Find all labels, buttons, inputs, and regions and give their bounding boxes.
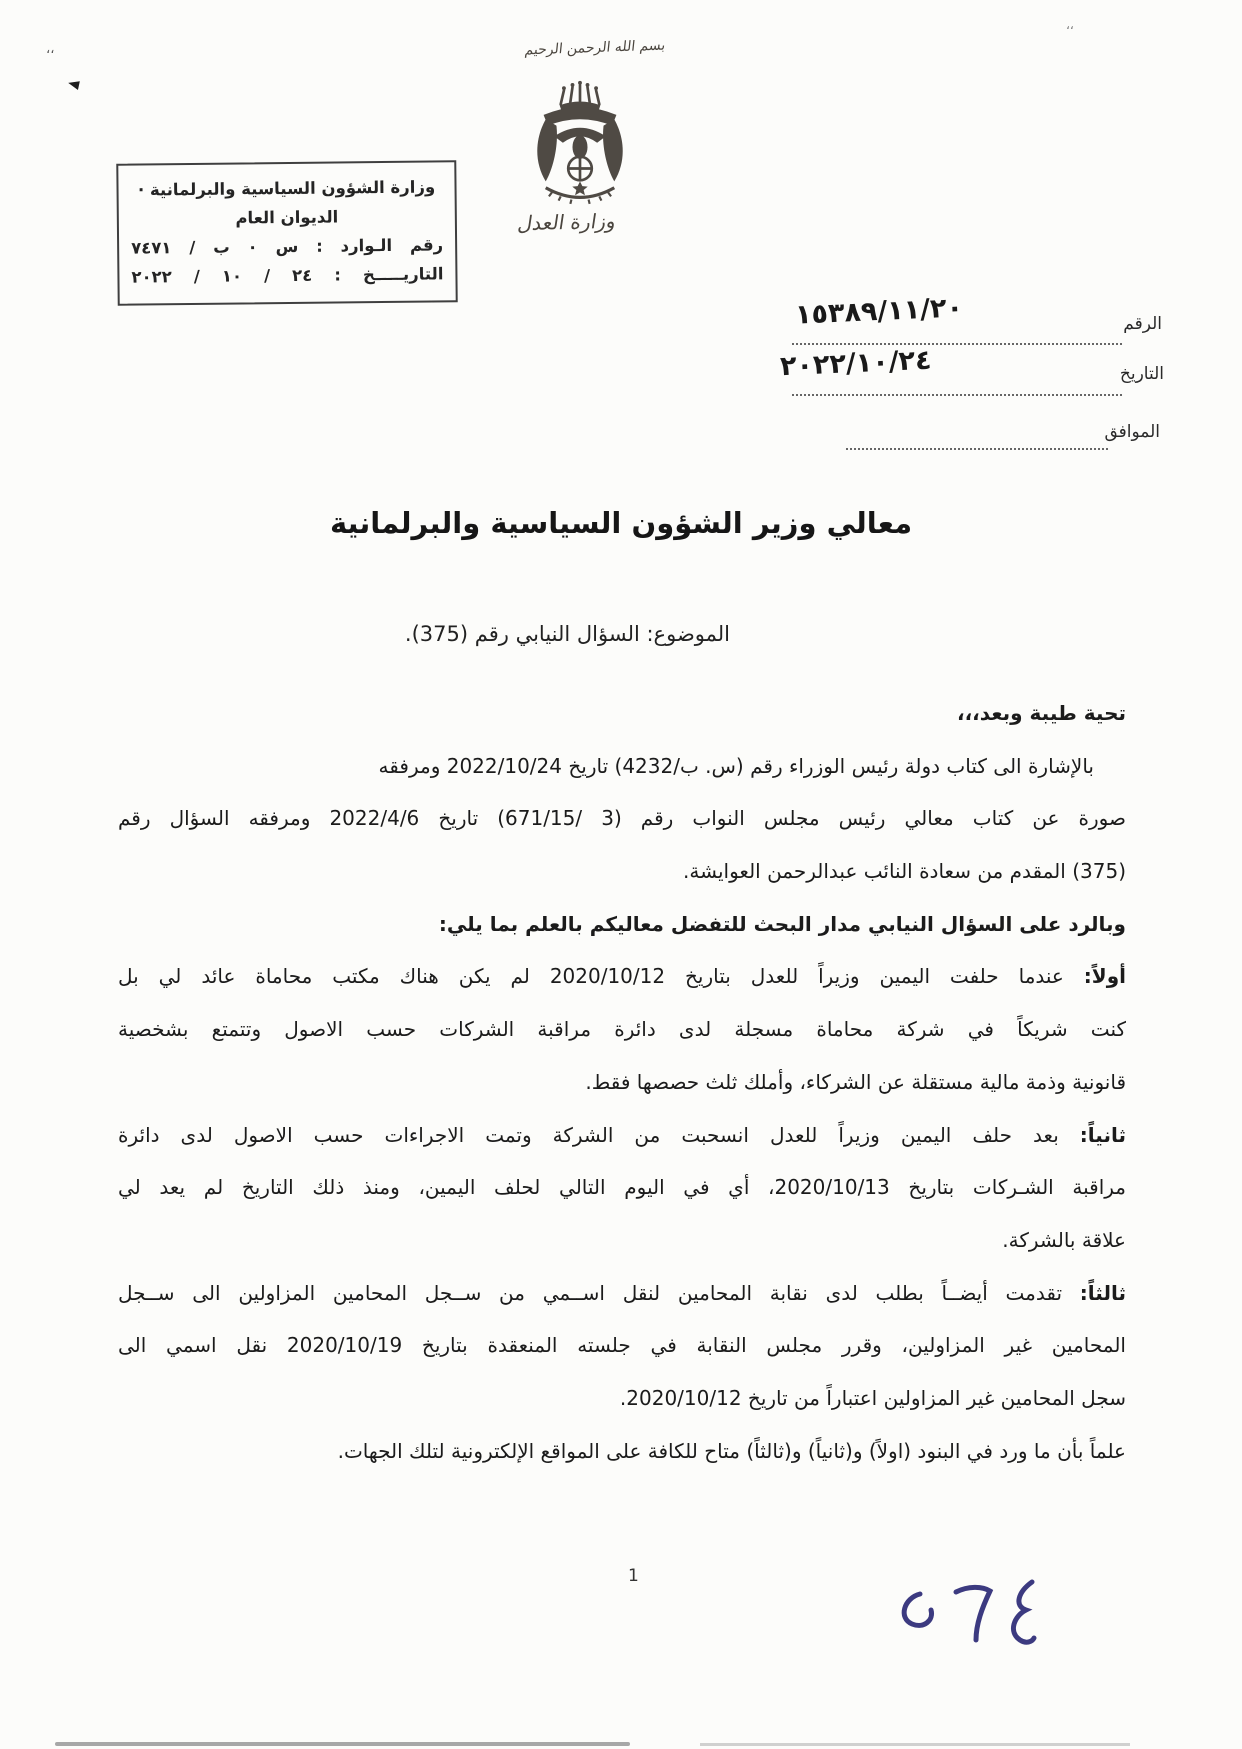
- body-line: علاقة بالشركة.: [1002, 1227, 1126, 1252]
- stamp-incoming-date: التاريـــــخ : ٢٤ / ١٠ / ٢٠٢٢: [131, 264, 444, 287]
- stamp-incoming-number: رقم الـوارد : س ٠ ب / ٧٤٧١: [131, 235, 444, 258]
- stamp-ministry-name: وزارة الشؤون السياسية والبرلمانية ·: [137, 177, 436, 200]
- scan-speck: ،،: [1066, 18, 1074, 32]
- scan-speck: ،،: [46, 42, 55, 57]
- scan-speck-arrow: [67, 79, 80, 90]
- body-line-lead: أولاً:: [1083, 964, 1126, 989]
- ref-date-handwritten-value: ٢٠٢٢/١٠/٢٤: [779, 344, 933, 383]
- body-line: وبالرد على السؤال النيابي مدار البحث للتفضل معاليكم بالعلم بما يلي:: [438, 911, 1126, 936]
- bismillah-calligraphy: بسم الله الرحمن الرحيم: [523, 37, 667, 59]
- ref-corresponding-label: الموافق: [1104, 422, 1160, 442]
- scan-edge: [55, 1742, 630, 1746]
- body-line: بالإشارة الى كتاب دولة رئيس الوزراء رقم (س. ب/4232) تاريخ 2022/10/24 ومرفقه: [378, 753, 1094, 778]
- body-line: كنت شريكاً في شركة محاماة مسجلة لدى دائرة مراقبة الشركات حسب الاصول وتتمتع بشخصية: [118, 1017, 1126, 1042]
- body-line: علماً بأن ما ورد في البنود (اولاً) و(ثانياً) و(ثالثاً) متاح للكافة على المواقع الإلكترونية لتلك الجهات.: [337, 1438, 1126, 1463]
- body-line-lead: ثالثاً:: [1079, 1280, 1126, 1305]
- body-line: تحية طيبة وبعد،،،: [956, 701, 1126, 725]
- body-line: ثانياً: بعد حلف اليمين وزيراً للعدل انسحبت من الشركة وتمت الاجراءات حسب الاصول لدى دائرة: [118, 1122, 1126, 1147]
- received-stamp-box: [116, 160, 457, 306]
- ref-date-dotted-line: [792, 394, 1122, 396]
- scan-edge: [700, 1743, 1130, 1746]
- body-line: قانونية وذمة مالية مستقلة عن الشركاء، وأملك ثلث حصصها فقط.: [585, 1069, 1126, 1094]
- body-line: صورة عن كتاب معالي رئيس مجلس النواب رقم (3 /671/15) تاريخ 2022/4/6 ومرفقه السؤال رقم: [118, 806, 1126, 831]
- body-line: أولاً: عندما حلفت اليمين وزيراً للعدل بتاريخ 2020/10/12 لم يكن هناك مكتب محاماة عائد لي بل: [118, 964, 1126, 989]
- body-line-lead: ثانياً:: [1079, 1122, 1126, 1147]
- ref-number-dotted-line: [792, 343, 1122, 345]
- body-line: سجل المحامين غير المزاولين اعتباراً من تاريخ 2020/10/12.: [619, 1385, 1126, 1410]
- ref-number-label: الرقم: [1123, 314, 1162, 334]
- handwritten-ink-mark: [880, 1568, 1060, 1683]
- body-line: (375) المقدم من سعادة النائب عبدالرحمن العوايشة.: [683, 859, 1126, 884]
- body-line: ثالثاً: تقدمت أيضــاً بطلب لدى نقابة المحامين لنقل اســمي من ســجل المحامين المزاولين الى ســجل: [118, 1280, 1126, 1305]
- jordan-coat-of-arms: [505, 76, 655, 216]
- body-line: المحامين غير المزاولين، وقرر مجلس النقابة في جلسته المنعقدة بتاريخ 2020/10/19 نقل اسمي الى: [118, 1333, 1126, 1358]
- letter-body: [118, 687, 1126, 1477]
- ref-date-label: التاريخ: [1119, 364, 1164, 384]
- ref-number-handwritten-value: ١٥٣٨٩/١١/٢٠: [794, 292, 964, 331]
- ministry-of-justice-logotype: وزارة العدل: [516, 208, 618, 236]
- ref-corresponding-dotted-line: [846, 448, 1108, 450]
- subject-line: الموضوع: السؤال النيابي رقم (375).: [404, 622, 730, 646]
- page-number: 1: [628, 1566, 639, 1586]
- stamp-bureau-name: الديوان العام: [235, 207, 339, 228]
- body-line: مراقبة الشـركات بتاريخ 2020/10/13، أي في اليوم التالي لحلف اليمين، ومنذ ذلك التاريخ لم يعد لي: [118, 1175, 1126, 1200]
- recipient-title: معالي وزير الشؤون السياسية والبرلمانية: [329, 506, 913, 540]
